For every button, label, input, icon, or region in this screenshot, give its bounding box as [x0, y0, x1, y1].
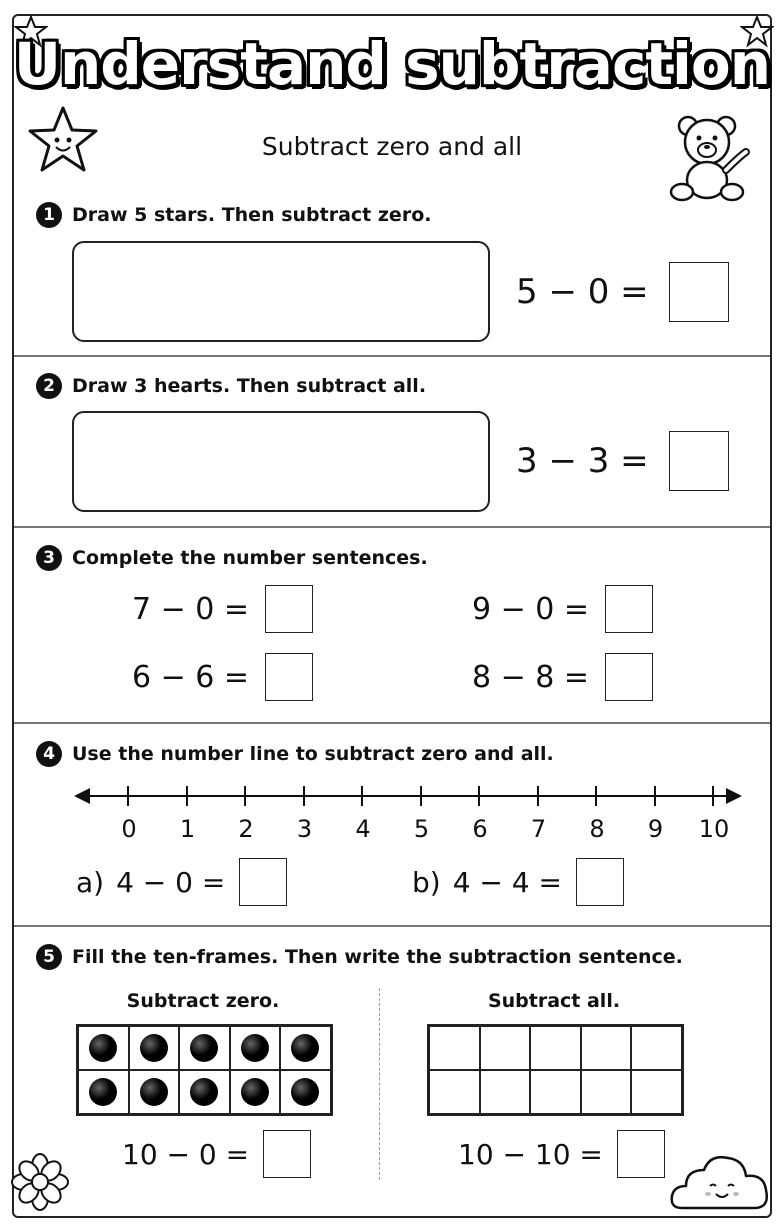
- number-line-label: 4: [355, 815, 371, 843]
- number-line-tick: [478, 786, 480, 806]
- answer-box[interactable]: [265, 653, 313, 701]
- section-divider: [14, 355, 770, 357]
- page-subtitle: Subtract zero and all: [261, 132, 523, 161]
- answer-box[interactable]: [605, 653, 653, 701]
- page-title: Understand subtraction: [13, 30, 771, 98]
- number-line-tick: [303, 786, 305, 806]
- teddy-bear-icon: [668, 112, 758, 204]
- number-line-label: 1: [179, 815, 196, 843]
- answer-box[interactable]: [576, 858, 624, 906]
- question-number-badge: 3: [36, 545, 62, 571]
- counter-dot: [241, 1078, 269, 1106]
- answer-box[interactable]: [669, 431, 729, 491]
- number-line-tick: [712, 786, 714, 806]
- question-5-instruction: Fill the ten-frames. Then write the subtraction sentence.: [72, 946, 683, 968]
- number-line-label: 7: [530, 815, 547, 843]
- question-number-badge: 1: [36, 202, 62, 228]
- equation-row: [132, 585, 313, 633]
- arrow-left-icon: [74, 788, 90, 804]
- question-5-header: [36, 944, 683, 970]
- number-line-label: 6: [472, 815, 488, 843]
- ten-frame-cell: [129, 1070, 180, 1114]
- number-line-label: 0: [121, 815, 137, 843]
- ten-frame-cell: [179, 1026, 230, 1070]
- counter-dot: [190, 1034, 218, 1062]
- equation-text: 6 − 6 =: [132, 659, 250, 695]
- number-line: [82, 795, 732, 797]
- equation-text: 9 − 0 =: [472, 591, 590, 627]
- ten-frame-cell: [280, 1026, 331, 1070]
- ten-frame-cell: [230, 1026, 281, 1070]
- counter-dot: [140, 1034, 168, 1062]
- equation-text: 5 − 0 =: [516, 272, 649, 312]
- question-2-header: [36, 373, 426, 399]
- number-line-tick: [595, 786, 597, 806]
- counter-dot: [291, 1034, 319, 1062]
- column-divider: [379, 988, 380, 1180]
- counter-dot: [140, 1078, 168, 1106]
- ten-frame-cell: [179, 1070, 230, 1114]
- equation-row: [472, 653, 653, 701]
- number-line-tick: [537, 786, 539, 806]
- number-line-label: 10: [698, 815, 730, 843]
- part-label: b): [412, 865, 441, 899]
- ten-frame-cell[interactable]: [530, 1026, 581, 1070]
- arrow-right-icon: [726, 788, 742, 804]
- counter-dot: [190, 1078, 218, 1106]
- drawing-area[interactable]: [72, 411, 490, 512]
- answer-box[interactable]: [263, 1130, 311, 1178]
- answer-box[interactable]: [617, 1130, 665, 1178]
- section-divider: [14, 722, 770, 724]
- number-line-label: 3: [296, 815, 313, 843]
- answer-box[interactable]: [265, 585, 313, 633]
- flower-icon: [10, 1152, 70, 1214]
- equation-text: 4 − 4 =: [452, 865, 562, 899]
- ten-frame-cell[interactable]: [631, 1026, 682, 1070]
- equation-text: 10 − 0 =: [122, 1137, 250, 1171]
- number-line-label: 9: [647, 815, 664, 843]
- ten-frame-cell: [78, 1070, 129, 1114]
- equation-row: [516, 262, 729, 322]
- section-divider: [14, 526, 770, 528]
- equation-row: [76, 858, 287, 906]
- question-1-header: [36, 202, 431, 228]
- ten-frame-cell[interactable]: [631, 1070, 682, 1114]
- drawing-area[interactable]: [72, 241, 490, 342]
- question-1-instruction: Draw 5 stars. Then subtract zero.: [72, 204, 432, 226]
- ten-frame-label: Subtract zero.: [126, 990, 280, 1012]
- ten-frame-cell[interactable]: [480, 1026, 531, 1070]
- number-line-label: 8: [589, 815, 605, 843]
- ten-frame-subtract-all[interactable]: [427, 1024, 684, 1116]
- equation-text: 3 − 3 =: [516, 441, 649, 481]
- counter-dot: [89, 1034, 117, 1062]
- number-line-tick: [654, 786, 656, 806]
- question-2-instruction: Draw 3 hearts. Then subtract all.: [72, 375, 427, 397]
- question-3-header: [36, 545, 428, 571]
- ten-frame-label: Subtract all.: [487, 990, 621, 1012]
- number-line-tick: [361, 786, 363, 806]
- question-4-header: [36, 741, 554, 767]
- question-number-badge: 2: [36, 373, 62, 399]
- equation-row: [472, 585, 653, 633]
- ten-frame-cell: [129, 1026, 180, 1070]
- number-line-tick: [127, 786, 129, 806]
- ten-frame-cell[interactable]: [530, 1070, 581, 1114]
- counter-dot: [89, 1078, 117, 1106]
- ten-frame-subtract-zero: [76, 1024, 333, 1116]
- question-4-instruction: Use the number line to subtract zero and all.: [72, 743, 554, 765]
- number-line-label: 2: [238, 815, 254, 843]
- cloud-icon: [668, 1146, 774, 1218]
- answer-box[interactable]: [239, 858, 287, 906]
- answer-box[interactable]: [605, 585, 653, 633]
- number-line-label: 5: [413, 815, 430, 843]
- equation-row: [516, 431, 729, 491]
- equation-row: [458, 1130, 665, 1178]
- equation-row: [132, 653, 313, 701]
- ten-frame-cell: [230, 1070, 281, 1114]
- equation-row: [122, 1130, 311, 1178]
- answer-box[interactable]: [669, 262, 729, 322]
- number-line-tick: [244, 786, 246, 806]
- equation-text: 10 − 10 =: [458, 1137, 603, 1171]
- equation-text: 7 − 0 =: [132, 591, 250, 627]
- question-number-badge: 4: [36, 741, 62, 767]
- question-number-badge: 5: [36, 944, 62, 970]
- equation-row: [412, 858, 624, 906]
- part-label: a): [76, 865, 105, 899]
- number-line-tick: [420, 786, 422, 806]
- ten-frame-cell[interactable]: [581, 1070, 632, 1114]
- equation-text: 8 − 8 =: [472, 659, 590, 695]
- counter-dot: [291, 1078, 319, 1106]
- counter-dot: [241, 1034, 269, 1062]
- equation-text: 4 − 0 =: [116, 865, 226, 899]
- ten-frame-cell: [280, 1070, 331, 1114]
- ten-frame-cell[interactable]: [480, 1070, 531, 1114]
- ten-frame-cell[interactable]: [429, 1026, 480, 1070]
- ten-frame-cell: [78, 1026, 129, 1070]
- number-line-tick: [186, 786, 188, 806]
- ten-frame-cell[interactable]: [581, 1026, 632, 1070]
- section-divider: [14, 925, 770, 927]
- ten-frame-cell[interactable]: [429, 1070, 480, 1114]
- question-3-instruction: Complete the number sentences.: [72, 547, 428, 569]
